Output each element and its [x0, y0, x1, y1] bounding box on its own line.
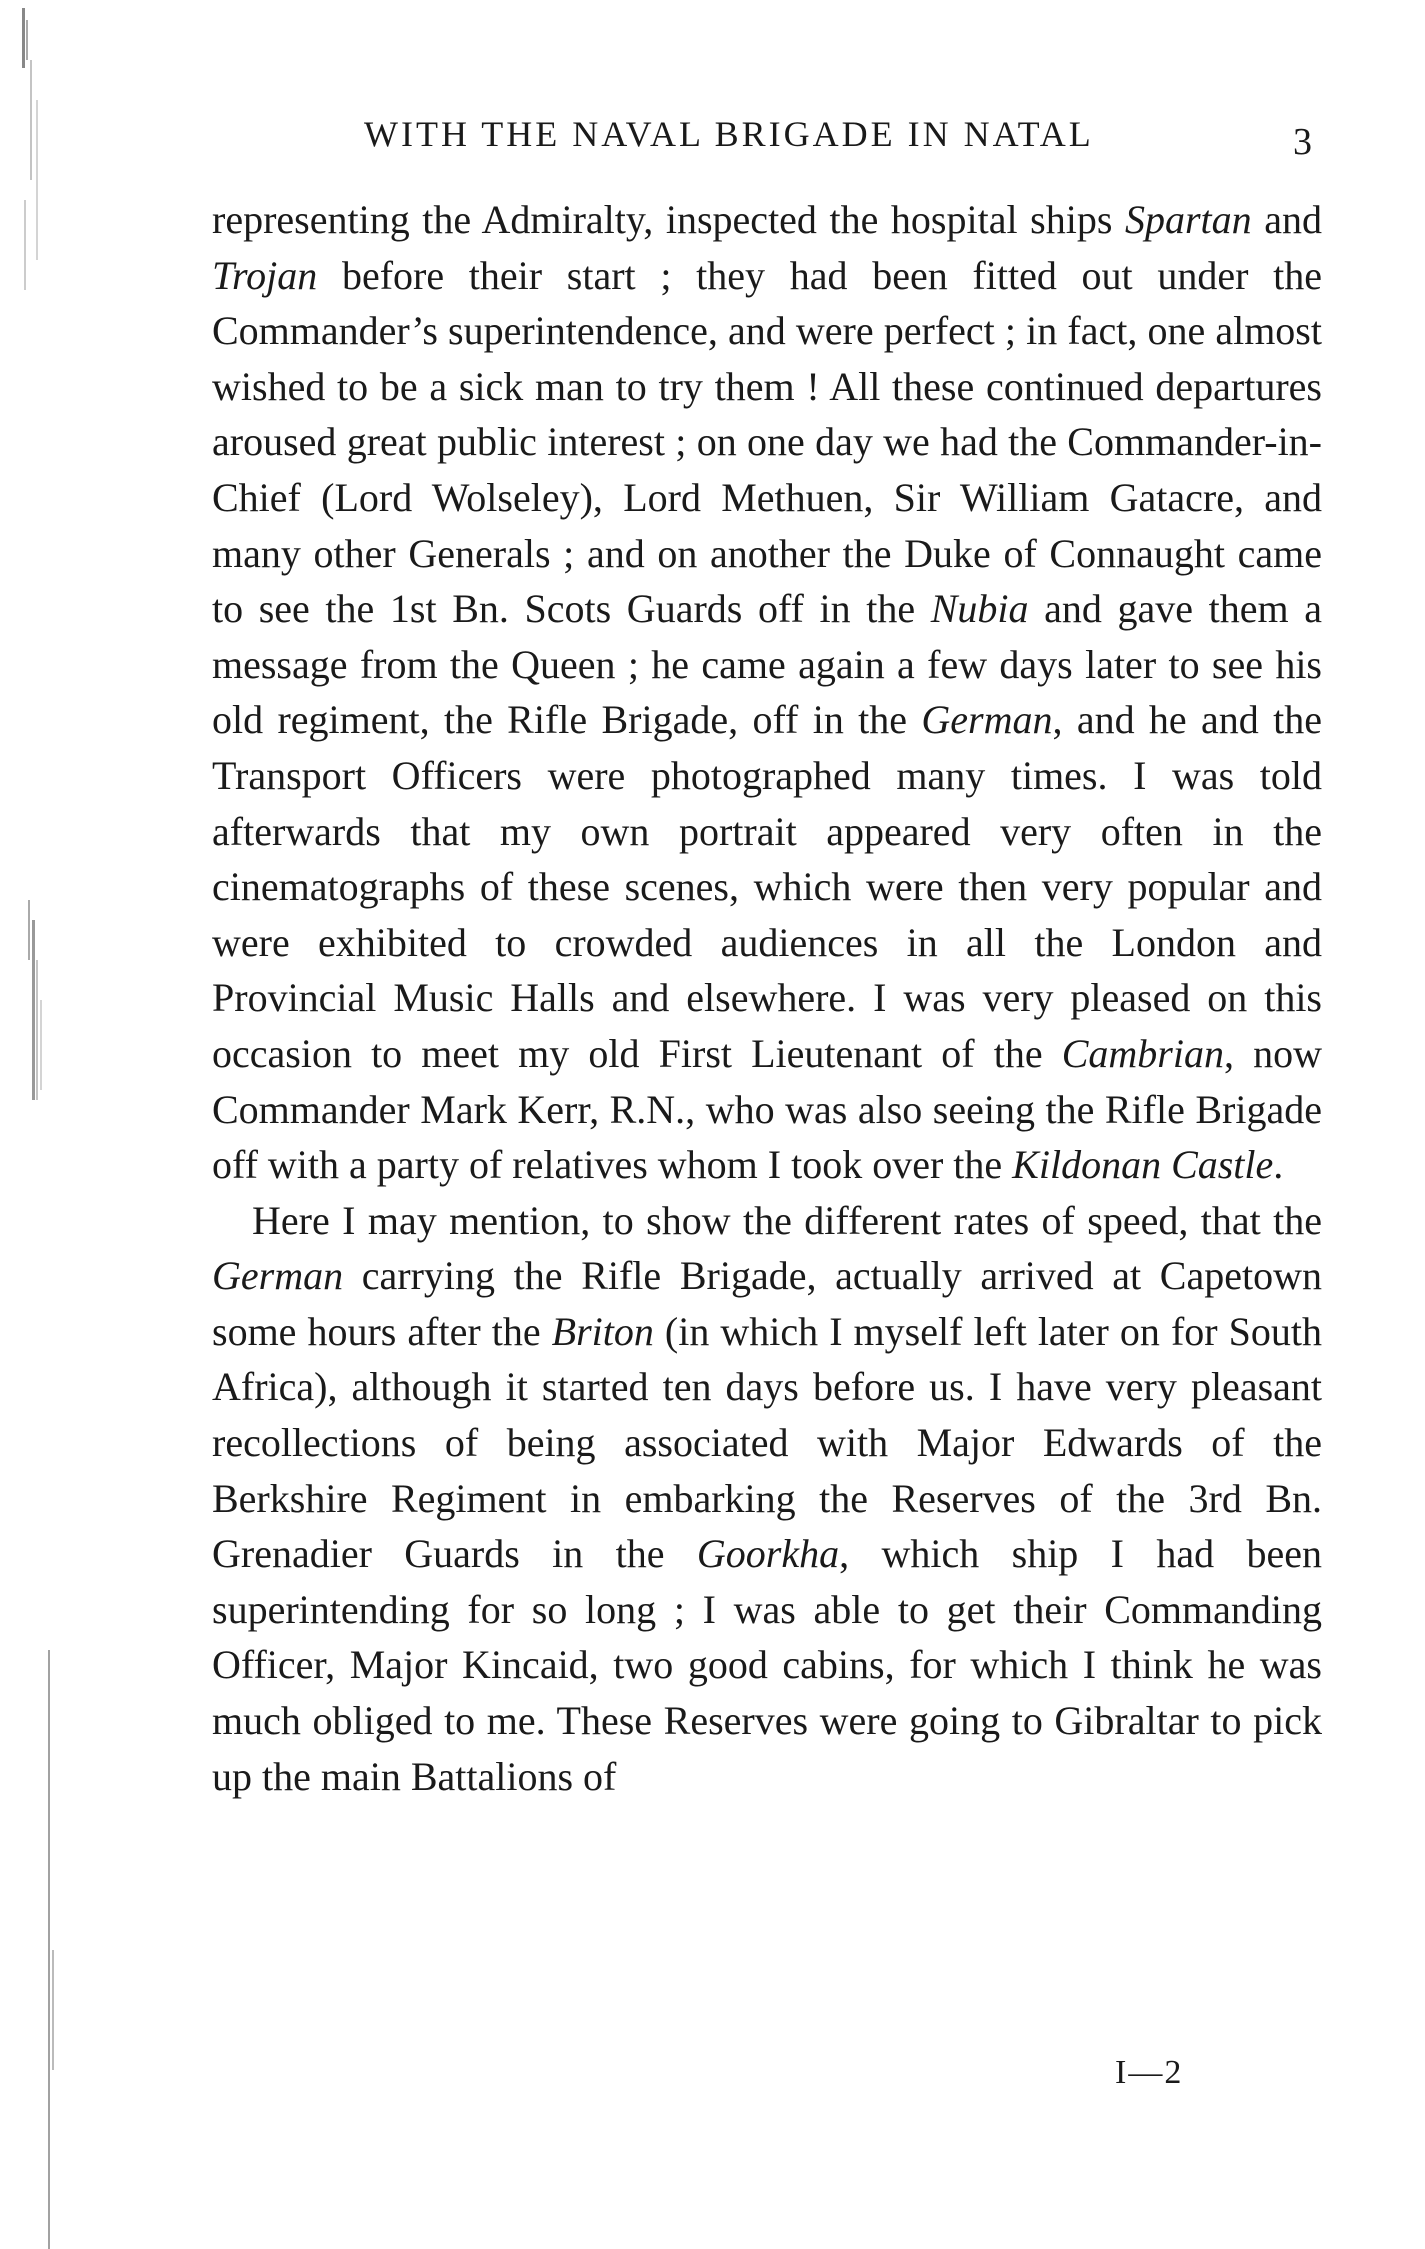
- text-run: , now Commander Mark Kerr, R.N., who was also seeing the Rifle Brigade off with a party of relatives whom I took over the: [212, 1030, 1322, 1188]
- signature-mark: I—2: [1115, 2054, 1184, 2091]
- italic-text: Goorkha: [696, 1531, 840, 1577]
- paragraph: [212, 192, 1322, 1193]
- running-title: WITH THE NAVAL BRIGADE IN NATAL: [364, 114, 1094, 154]
- italic-text: German: [212, 1253, 344, 1299]
- italic-text: German: [921, 697, 1053, 743]
- text-run: Here I may mention, to show the different rates of speed, that the: [252, 1197, 1322, 1243]
- page-number: 3: [1293, 121, 1312, 163]
- italic-text: Spartan: [1124, 197, 1252, 242]
- paragraph: [212, 1193, 1322, 1805]
- text-run: and: [1251, 197, 1322, 242]
- text-run: , and he and the Transport Officers were photographed many times. I was told afterwards that my own portrait appeared very often in the cinematographs of these scenes, which were then very popular and were exhibited to crowded audiences in all the London and Provincial Music Halls and elsewhere. I was very pleased on this occasion to meet my old First Lieutenant of the: [212, 697, 1322, 1076]
- italic-text: Briton: [551, 1308, 654, 1354]
- text-run: before their start ; they had been fitted out under the Commander’s superintendence, and were perfect ; in fact, one almost wished to be a sick man to try them ! All these continued departures aroused great public interest ; on one day we had the Commander-in-Chief (Lord Wolseley), Lord Methuen, Sir William Gatacre, and many other Generals ; and on another the Duke of Connaught came to see the 1st Bn. Scots Guards off in the: [212, 252, 1322, 632]
- body-text: [212, 192, 1322, 1804]
- text-run: , which ship I had been superintending for so long ; I was able to get their Commanding Officer, Major Kincaid, two good cabins, for which I think he was much obliged to me. These Reserves were going to Gibraltar to pick up the main Battalions of: [212, 1531, 1322, 1799]
- running-header: [212, 108, 1312, 163]
- italic-text: Kildonan Castle: [1012, 1142, 1274, 1188]
- text-run: and gave them a message from the Queen ; he came again a few days later to see his old regiment, the Rifle Brigade, off in the: [212, 586, 1322, 743]
- text-run: (in which I myself left later on for South Africa), although it started ten days before us. I have very pleasant recollections of being associated with Major Edwards of the Berkshire Regiment in embarking the Reserves of the 3rd Bn. Grenadier Guards in the: [212, 1308, 1323, 1577]
- text-run: representing the Admiralty, inspected the hospital ships: [212, 197, 1125, 242]
- text-run: .: [1273, 1142, 1284, 1188]
- italic-text: Nubia: [930, 586, 1029, 632]
- italic-text: Cambrian: [1061, 1030, 1224, 1076]
- page-edge-shadow: [0, 0, 75, 2249]
- italic-text: Trojan: [212, 252, 318, 298]
- text-run: carrying the Rifle Brigade, actually arrived at Capetown some hours after the: [212, 1253, 1322, 1354]
